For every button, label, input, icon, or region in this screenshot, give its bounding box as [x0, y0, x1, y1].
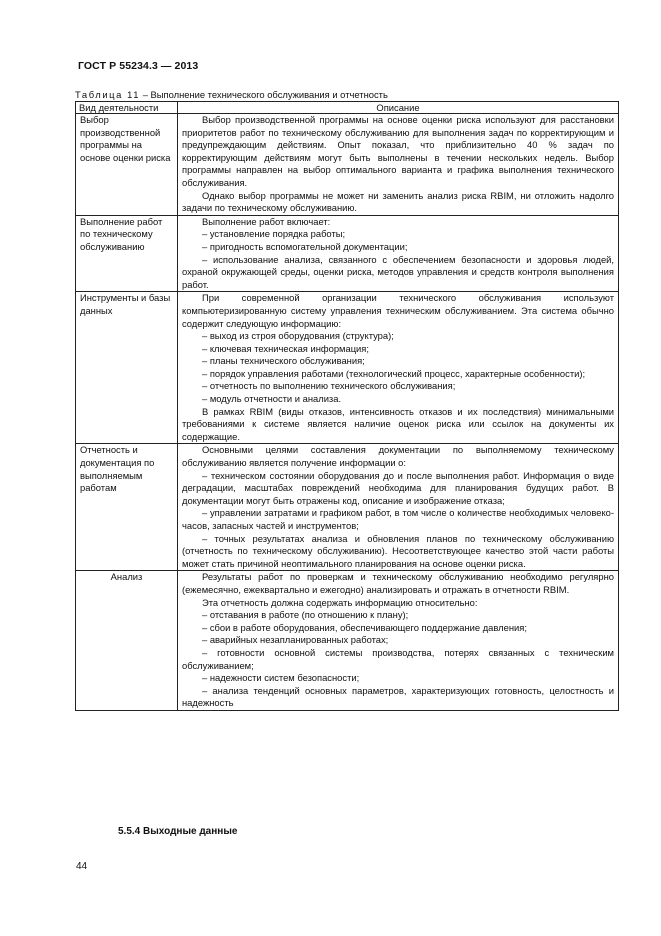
- list-item: – пригодность вспомогательной документации;: [202, 240, 408, 252]
- activity-cell: Инструменты и базы данных: [76, 292, 178, 444]
- description-cell: [178, 571, 619, 711]
- maintenance-table: [75, 101, 619, 711]
- description-paragraph: Однако выбор программы не может ни заменить анализ риска RBIM, ни отложить надолго задачи по техническому обслуживанию.: [182, 189, 614, 214]
- list-item: – управлении затратами и графиком работ, в том числе о количестве необходимых человеко-часов, запасных частей и инструментов;: [182, 507, 614, 531]
- page-number: 44: [76, 861, 88, 872]
- list-item: – выход из строя оборудования (структура);: [202, 330, 394, 342]
- description-paragraph: При современной организации технического обслуживания используют компьютеризированную систему управления техническим обслуживанием. Эта система обычно содержит следующую информацию:: [182, 292, 614, 329]
- table-caption: [75, 89, 388, 100]
- table-row: [76, 292, 619, 444]
- table-caption-label: Таблица 11: [75, 89, 141, 100]
- list-item: – планы технического обслуживания;: [202, 355, 365, 367]
- list-item: – порядок управления работами (технологический процесс, характерные особенности);: [202, 367, 586, 379]
- description-cell: [178, 444, 619, 571]
- description-paragraph: Результаты работ по проверкам и техническому обслуживанию необходимо регулярно (ежемесячно, ежеквартально и ежегодно) анализировать и отражать в отчетности RBIM.: [182, 571, 614, 595]
- list-item: – отчетность по выполнению технического обслуживания;: [202, 380, 456, 392]
- table-row: [76, 444, 619, 571]
- activity-cell: Выбор производственной программы на основе оценки риска: [76, 114, 178, 216]
- list-item: – анализа тенденций основных параметров, характеризующих готовность, целостность и надежность: [182, 684, 614, 709]
- list-item: – модуль отчетности и анализа.: [202, 393, 342, 405]
- table-caption-title: – Выполнение технического обслуживания и отчетность: [140, 89, 388, 100]
- activity-cell: Выполнение работ по техническому обслуживанию: [76, 215, 178, 292]
- table-row: [76, 215, 619, 292]
- column-header-description: Описание: [178, 102, 619, 114]
- description-paragraph: Эта отчетность должна содержать информацию относительно:: [202, 596, 478, 608]
- activity-cell: Анализ: [76, 571, 178, 711]
- table-row: [76, 114, 619, 216]
- description-paragraph: Выполнение работ включает:: [202, 215, 331, 227]
- activity-cell: Отчетность и документация по выполняемым работам: [76, 444, 178, 571]
- table-header-row: [76, 102, 619, 114]
- list-item: – использование анализа, связанного с обеспечением безопасности и здоровья людей, охраной окружающей среды, оценки риска, методов управления и средств контроля выполнения работ.: [182, 253, 614, 290]
- list-item: – установление порядка работы;: [202, 228, 346, 240]
- subsection-title: 5.5.4 Выходные данные: [118, 826, 238, 837]
- description-paragraph: Выбор производственной программы на основе оценки риска используют для расстановки приоритетов работ по техническому обслуживанию для выполнения задач по корректирующим и предупреждающим действиям. Опыт показал, что приблизительно 40 % задач по корректирующим действиям могут быть выполнены в течении нескольких недель. Выбор программы направлен на выбор оптимального варианта и графика выполнения технического обслуживания.: [182, 114, 614, 188]
- description-paragraph: Основными целями составления документации по выполняемому техническому обслуживанию является получение информации о:: [182, 444, 614, 469]
- list-item: – готовности основной системы производства, потерях связанных с техническим обслуживанием;: [182, 646, 614, 671]
- description-cell: [178, 215, 619, 292]
- list-item: – аварийных незапланированных работах;: [202, 634, 389, 646]
- description-paragraph: В рамках RBIM (виды отказов, интенсивность отказов и их последствия) минимальными требованиями к системе является наличие оценок риска или ссылок на документы их содержащие.: [182, 405, 614, 442]
- document-header: ГОСТ Р 55234.3 — 2013: [78, 60, 199, 72]
- list-item: – сбои в работе оборудования, обеспечивающего поддержание давления;: [202, 621, 527, 633]
- column-header-activity: Вид деятельности: [76, 102, 178, 114]
- description-cell: [178, 292, 619, 444]
- list-item: – отставания в работе (по отношению к плану);: [202, 609, 409, 621]
- description-cell: [178, 114, 619, 216]
- list-item: – ключевая техническая информация;: [202, 342, 369, 354]
- list-item: – техническом состоянии оборудования до и после выполнения работ. Информация о виде деградации, масштабах повреждений необходима для планирования будущих работ. В документации могут быть отражены код, описание и изображение отказа;: [182, 469, 614, 506]
- list-item: – точных результатах анализа и обновления планов по техническому обслуживанию (отчетность по техническому обслуживанию). Несоответствующее качество этой части работы может стать причиной неоптимального планирования на основе оценки риска.: [182, 532, 614, 569]
- list-item: – надежности систем безопасности;: [202, 672, 360, 684]
- table-row: [76, 571, 619, 711]
